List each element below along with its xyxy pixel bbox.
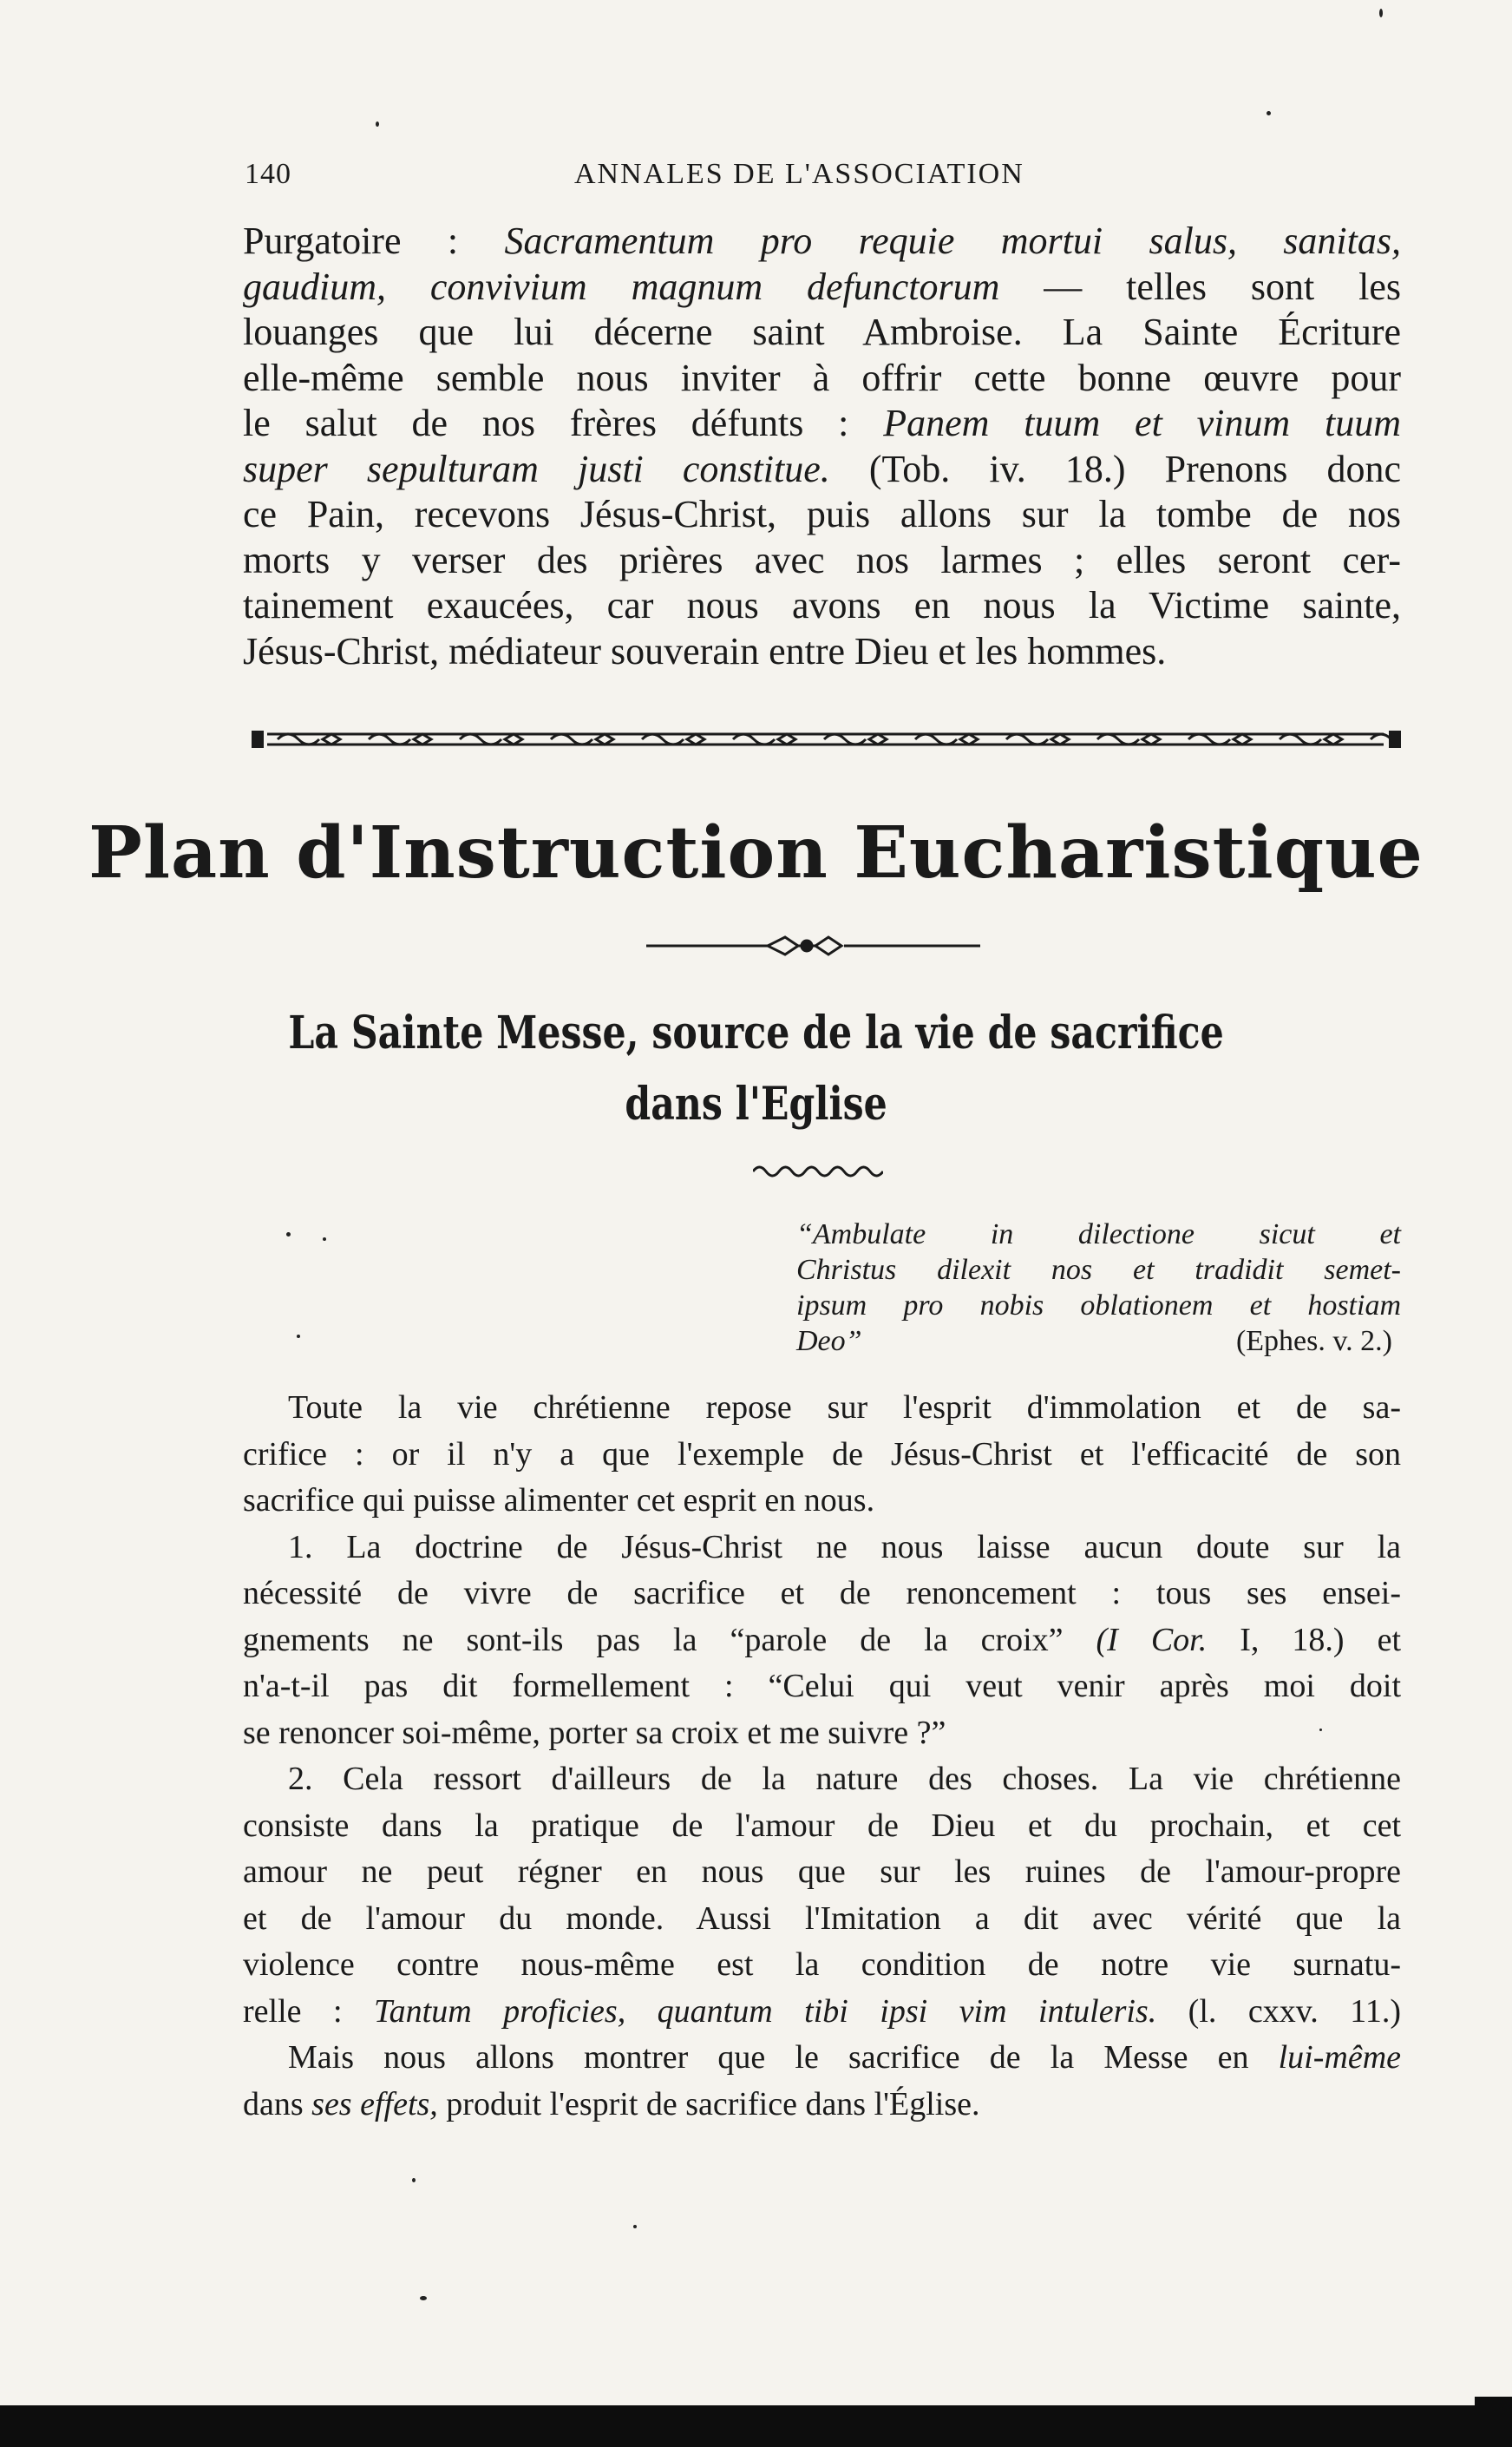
- text-run: Toute la vie chrétienne repose sur l'esprit d'immolation et de sa-: [288, 1389, 1401, 1426]
- text-line: [243, 447, 1401, 493]
- text-line: [243, 1989, 1401, 2036]
- text-run: produit l'esprit de sacrifice dans l'Église.: [437, 2085, 980, 2122]
- ornament-link: [278, 734, 340, 745]
- text-line: [243, 1525, 1401, 1571]
- scan-speck: [323, 1237, 326, 1241]
- text-run: crifice : or il n'y a que l'exemple de Jésus-Christ et l'efficacité de son: [243, 1435, 1401, 1473]
- ornament-link: [551, 734, 613, 745]
- section-title: Plan d'Instruction Eucharistique: [88, 811, 1424, 895]
- ornament-link: [733, 734, 795, 745]
- text-run: violence contre nous-même est la condition de notre vie surnatu-: [243, 1946, 1401, 1983]
- text-line: [243, 265, 1401, 311]
- text-line: [243, 1756, 1401, 1803]
- text-run: elle-même semble nous inviter à offrir cette bonne œuvre pour: [243, 356, 1401, 399]
- wavy-divider-ornament: [753, 1163, 883, 1180]
- text-run: dans: [243, 2085, 312, 2122]
- scan-speck: [1319, 1729, 1322, 1731]
- epigraph-line: Deo”: [796, 1325, 862, 1357]
- ornament-link: [915, 734, 978, 745]
- epigraph-line: “Ambulate in dilectione sicut et: [796, 1218, 1401, 1250]
- latin-epigraph: [796, 1217, 1401, 1359]
- italic-run: super sepulturam justi constitue.: [243, 447, 830, 490]
- scan-speck: [286, 1232, 291, 1237]
- scan-speck: [1379, 9, 1383, 17]
- text-run: 1. La doctrine de Jésus-Christ ne nous laisse aucun doute sur la: [288, 1528, 1401, 1565]
- text-line: [243, 1385, 1401, 1432]
- text-line: [243, 1896, 1401, 1943]
- ornament-link: [642, 734, 704, 745]
- text-line: [243, 1942, 1401, 1989]
- italic-run: Sacramentum pro requie mortui salus, sanitas,: [504, 220, 1402, 262]
- text-run: consiste dans la pratique de l'amour de Dieu et du prochain, et cet: [243, 1807, 1401, 1844]
- text-line: [243, 583, 1401, 629]
- instruction-body: [243, 1385, 1401, 2128]
- text-line: [243, 1710, 1401, 1757]
- scan-speck: [412, 2178, 416, 2182]
- ornament-link: [1006, 734, 1069, 745]
- text-line: [243, 492, 1401, 538]
- italic-run: gaudium, convivium magnum defunctorum: [243, 265, 1000, 308]
- text-run: (l. cxxv. 11.): [1156, 1992, 1401, 2030]
- paragraph-purgatoire: [243, 219, 1401, 674]
- text-line: [243, 1849, 1401, 1896]
- text-run: (Tob. iv. 18.) Prenons donc: [829, 447, 1402, 490]
- text-run: I, 18.) et: [1207, 1621, 1401, 1658]
- text-run: tainement exaucées, car nous avons en nous la Victime sainte,: [243, 584, 1401, 627]
- text-line: [243, 1432, 1401, 1479]
- italic-run: lui-même: [1278, 2039, 1401, 2076]
- scan-speck: [376, 121, 379, 127]
- scan-edge-artifact: [0, 2397, 1512, 2447]
- text-line: [243, 1571, 1401, 1617]
- text-line: [243, 629, 1401, 675]
- text-run: ce Pain, recevons Jésus-Christ, puis allons sur la tombe de nos: [243, 493, 1401, 535]
- subtitle-line-2: dans l'Eglise: [625, 1078, 887, 1131]
- text-line: [243, 2082, 1401, 2129]
- text-run: sacrifice qui puisse alimenter cet esprit en nous.: [243, 1482, 875, 1519]
- scan-speck: [297, 1335, 300, 1338]
- text-run: Purgatoire :: [243, 220, 505, 262]
- ornament-link: [460, 734, 522, 745]
- ornament-link: [1097, 734, 1160, 745]
- text-run: Mais nous allons montrer que le sacrifice de la Messe en: [288, 2039, 1279, 2076]
- subtitle-line-1: La Sainte Messe, source de la vie de sacrifice: [288, 1007, 1224, 1059]
- scan-speck: [633, 2225, 637, 2228]
- text-run: — telles sont les: [999, 265, 1401, 308]
- text-run: louanges que lui décerne saint Ambroise. La Sainte Écriture: [243, 311, 1401, 353]
- text-line: [243, 1478, 1401, 1525]
- text-run: morts y verser des prières avec nos larmes ; elles seront cer-: [243, 538, 1401, 581]
- text-run: relle :: [243, 1992, 375, 2030]
- text-run: gnements ne sont-ils pas la “parole de la croix”: [243, 1621, 1096, 1658]
- italic-run: Tantum proficies, quantum tibi ipsi vim intuleris.: [374, 1992, 1157, 2030]
- text-run: le salut de nos frères défunts :: [243, 402, 884, 444]
- ornament-link: [1188, 734, 1251, 745]
- epigraph-line: ipsum pro nobis oblationem et hostiam: [796, 1289, 1401, 1322]
- scan-speck: [1267, 111, 1271, 115]
- text-run: nécessité de vivre de sacrifice et de renoncement : tous ses ensei-: [243, 1575, 1401, 1611]
- text-run: se renoncer soi-même, porter sa croix et me suivre ?”: [243, 1714, 946, 1751]
- text-line: [243, 1803, 1401, 1850]
- italic-run: ses effets,: [311, 2085, 438, 2122]
- text-run: et de l'amour du monde. Aussi l'Imitation a dit avec vérité que la: [243, 1899, 1401, 1937]
- epigraph-line: Christus dilexit nos et tradidit semet-: [796, 1254, 1401, 1286]
- italic-run: Panem tuum et vinum tuum: [883, 402, 1402, 444]
- page-number: 140: [245, 158, 291, 190]
- text-run: amour ne peut régner en nous que sur les ruines de l'amour-propre: [243, 1853, 1401, 1890]
- ornament-link: [369, 734, 431, 745]
- text-run: Jésus-Christ, médiateur souverain entre Dieu et les hommes.: [243, 629, 1167, 672]
- text-line: [243, 2035, 1401, 2082]
- text-line: [243, 219, 1401, 265]
- running-title: ANNALES DE L'ASSOCIATION: [574, 158, 1024, 190]
- text-line: [243, 310, 1401, 356]
- text-line: [243, 1617, 1401, 1664]
- epigraph-reference: (Ephes. v. 2.): [1235, 1325, 1392, 1357]
- text-run: 2. Cela ressort d'ailleurs de la nature des choses. La vie chrétienne: [288, 1761, 1401, 1797]
- italic-run: (I Cor.: [1096, 1621, 1208, 1658]
- ornament-link: [824, 734, 887, 745]
- text-line: [243, 538, 1401, 584]
- text-line: [243, 1663, 1401, 1710]
- decorative-border-ornament: [252, 725, 1401, 753]
- page-header: [245, 158, 1112, 201]
- text-line: [243, 356, 1401, 402]
- scan-speck: [420, 2296, 427, 2300]
- text-line: [243, 401, 1401, 447]
- ornament-link: [1280, 734, 1342, 745]
- title-flourish-ornament: [646, 930, 980, 961]
- text-run: n'a-t-il pas dit formellement : “Celui qui veut venir après moi doit: [243, 1668, 1401, 1704]
